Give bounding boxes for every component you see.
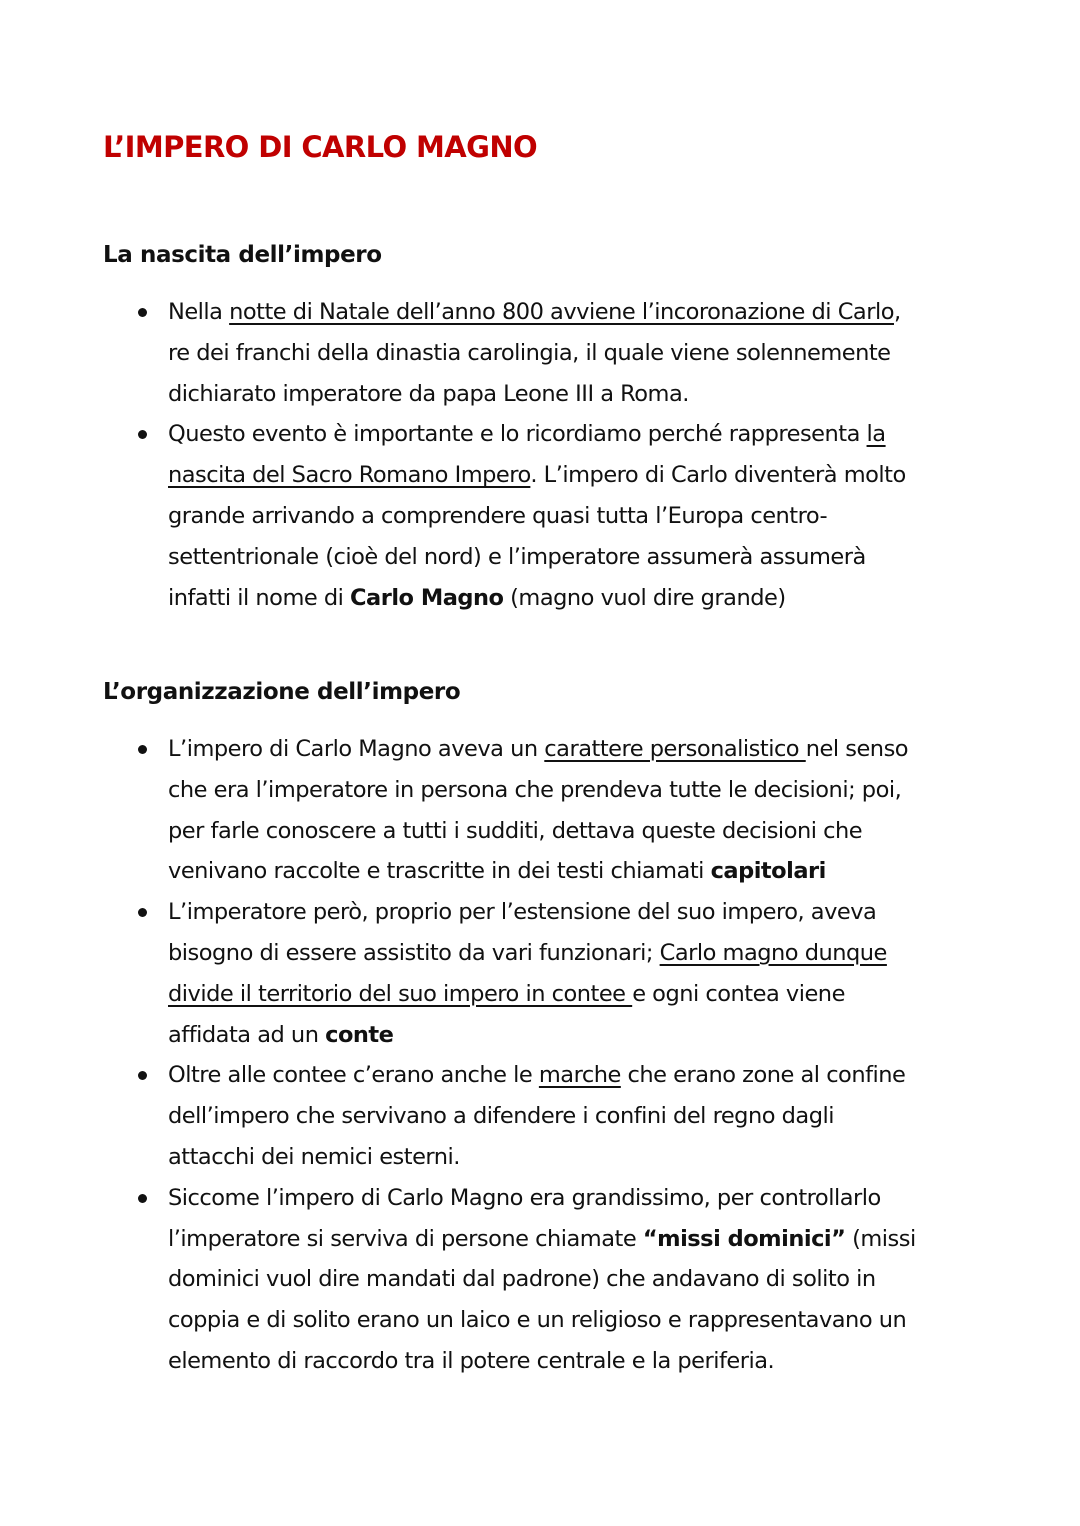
text-line [168,1137,988,1178]
text-line [168,414,988,455]
text-line [168,1055,988,1096]
bullet-dot-icon [138,1194,147,1203]
text-segment: L’imperatore però, proprio per l’estensione del suo impero, aveva [168,899,877,926]
bullet-item [0,1055,988,1177]
text-line [168,1015,988,1056]
bullet-item [0,892,988,1055]
text-segment: Siccome l’impero di Carlo Magno era grandissimo, per controllarlo [168,1184,881,1211]
text-line [168,1096,988,1137]
bullet-dot-icon [138,1071,147,1080]
underlined-text: carattere personalistico [544,736,806,762]
text-segment: L’impero di Carlo Magno aveva un [168,736,545,762]
section-heading-nascita: La nascita dell’impero [103,242,382,268]
text-line [168,578,988,619]
bullet-list-nascita [0,292,988,618]
bold-text: capitolari [710,858,826,885]
text-segment: che erano zone al confine [620,1062,906,1089]
text-segment: bisogno di essere assistito da vari funzionari; [168,939,660,966]
text-segment: (magno vuol dire grande) [503,584,786,611]
bullet-dot-icon [138,908,147,917]
text-line [168,292,988,333]
underlined-text: divide il territorio del suo impero in contee [168,980,633,1007]
text-segment: l’imperatore si serviva di persone chiamate [168,1225,643,1252]
bullet-dot-icon [138,430,147,439]
text-line [168,1219,988,1260]
text-line [168,892,988,933]
bullet-dot-icon [138,745,147,754]
text-segment: per farle conoscere a tutti i sudditi, dettava queste decisioni che [168,817,863,844]
text-segment: , [893,299,901,325]
bullet-dot-icon [138,308,147,317]
text-segment: che era l’imperatore in persona che prendeva tutte le decisioni; poi, [168,776,902,803]
text-segment: dichiarato imperatore da papa Leone III a Roma. [168,380,689,407]
text-segment: grande arrivando a comprendere quasi tutta l’Europa centro- [168,502,828,529]
section-heading-organizzazione: L’organizzazione dell’impero [103,679,461,705]
text-segment: elemento di raccordo tra il potere centrale e la periferia. [168,1347,775,1374]
text-line [168,1341,988,1382]
text-segment: venivano raccolte e trascritte in dei testi chiamati [168,858,711,885]
bullet-item [0,414,988,618]
text-segment: attacchi dei nemici esterni. [168,1143,460,1170]
text-segment: infatti il nome di [168,584,351,611]
bullet-item [0,729,988,892]
text-line [168,933,988,974]
text-segment: Oltre alle contee c’erano anche le [168,1062,539,1089]
text-line [168,496,988,537]
bold-text: Carlo Magno [350,584,504,611]
underlined-text: la [866,421,886,448]
text-line [168,729,988,770]
bold-text: “missi dominici” [642,1225,846,1252]
text-segment: Nella [168,299,230,325]
text-line [168,537,988,578]
text-segment: coppia e di solito erano un laico e un religioso e rappresentavano un [168,1307,907,1334]
underlined-text: marche [538,1062,621,1089]
text-line [168,1178,988,1219]
document-title: L’IMPERO DI CARLO MAGNO [103,130,538,164]
bullet-item [0,1178,988,1382]
text-segment: Questo evento è importante e lo ricordiamo perché rappresenta [168,421,867,448]
bullet-item [0,292,988,414]
text-line [168,333,988,374]
text-line [168,851,988,892]
text-segment: . L’impero di Carlo diventerà molto [530,462,906,489]
underlined-text: Carlo magno dunque [659,939,887,966]
underlined-text: notte di Natale dell’anno 800 avviene l’incoronazione di Carlo [229,299,894,325]
text-segment: dell’impero che servivano a difendere i confini del regno dagli [168,1103,834,1130]
text-segment: nel senso [805,736,909,762]
text-line [168,1300,988,1341]
bullet-list-organizzazione [0,729,988,1382]
text-line [168,811,988,852]
text-line [168,974,988,1015]
text-segment: e ogni contea viene [632,980,845,1007]
text-segment: re dei franchi della dinastia carolingia, il quale viene solennemente [168,339,891,366]
text-segment: affidata ad un [168,1021,326,1048]
text-segment: settentrionale (cioè del nord) e l’imperatore assumerà assumerà [168,543,866,570]
text-line [168,455,988,496]
underlined-text: nascita del Sacro Romano Impero [168,462,531,489]
text-line [168,374,988,415]
text-segment: dominici vuol dire mandati dal padrone) che andavano di solito in [168,1266,876,1293]
text-segment: (missi [845,1225,916,1252]
text-line [168,770,988,811]
bold-text: conte [325,1021,394,1048]
text-line [168,1259,988,1300]
